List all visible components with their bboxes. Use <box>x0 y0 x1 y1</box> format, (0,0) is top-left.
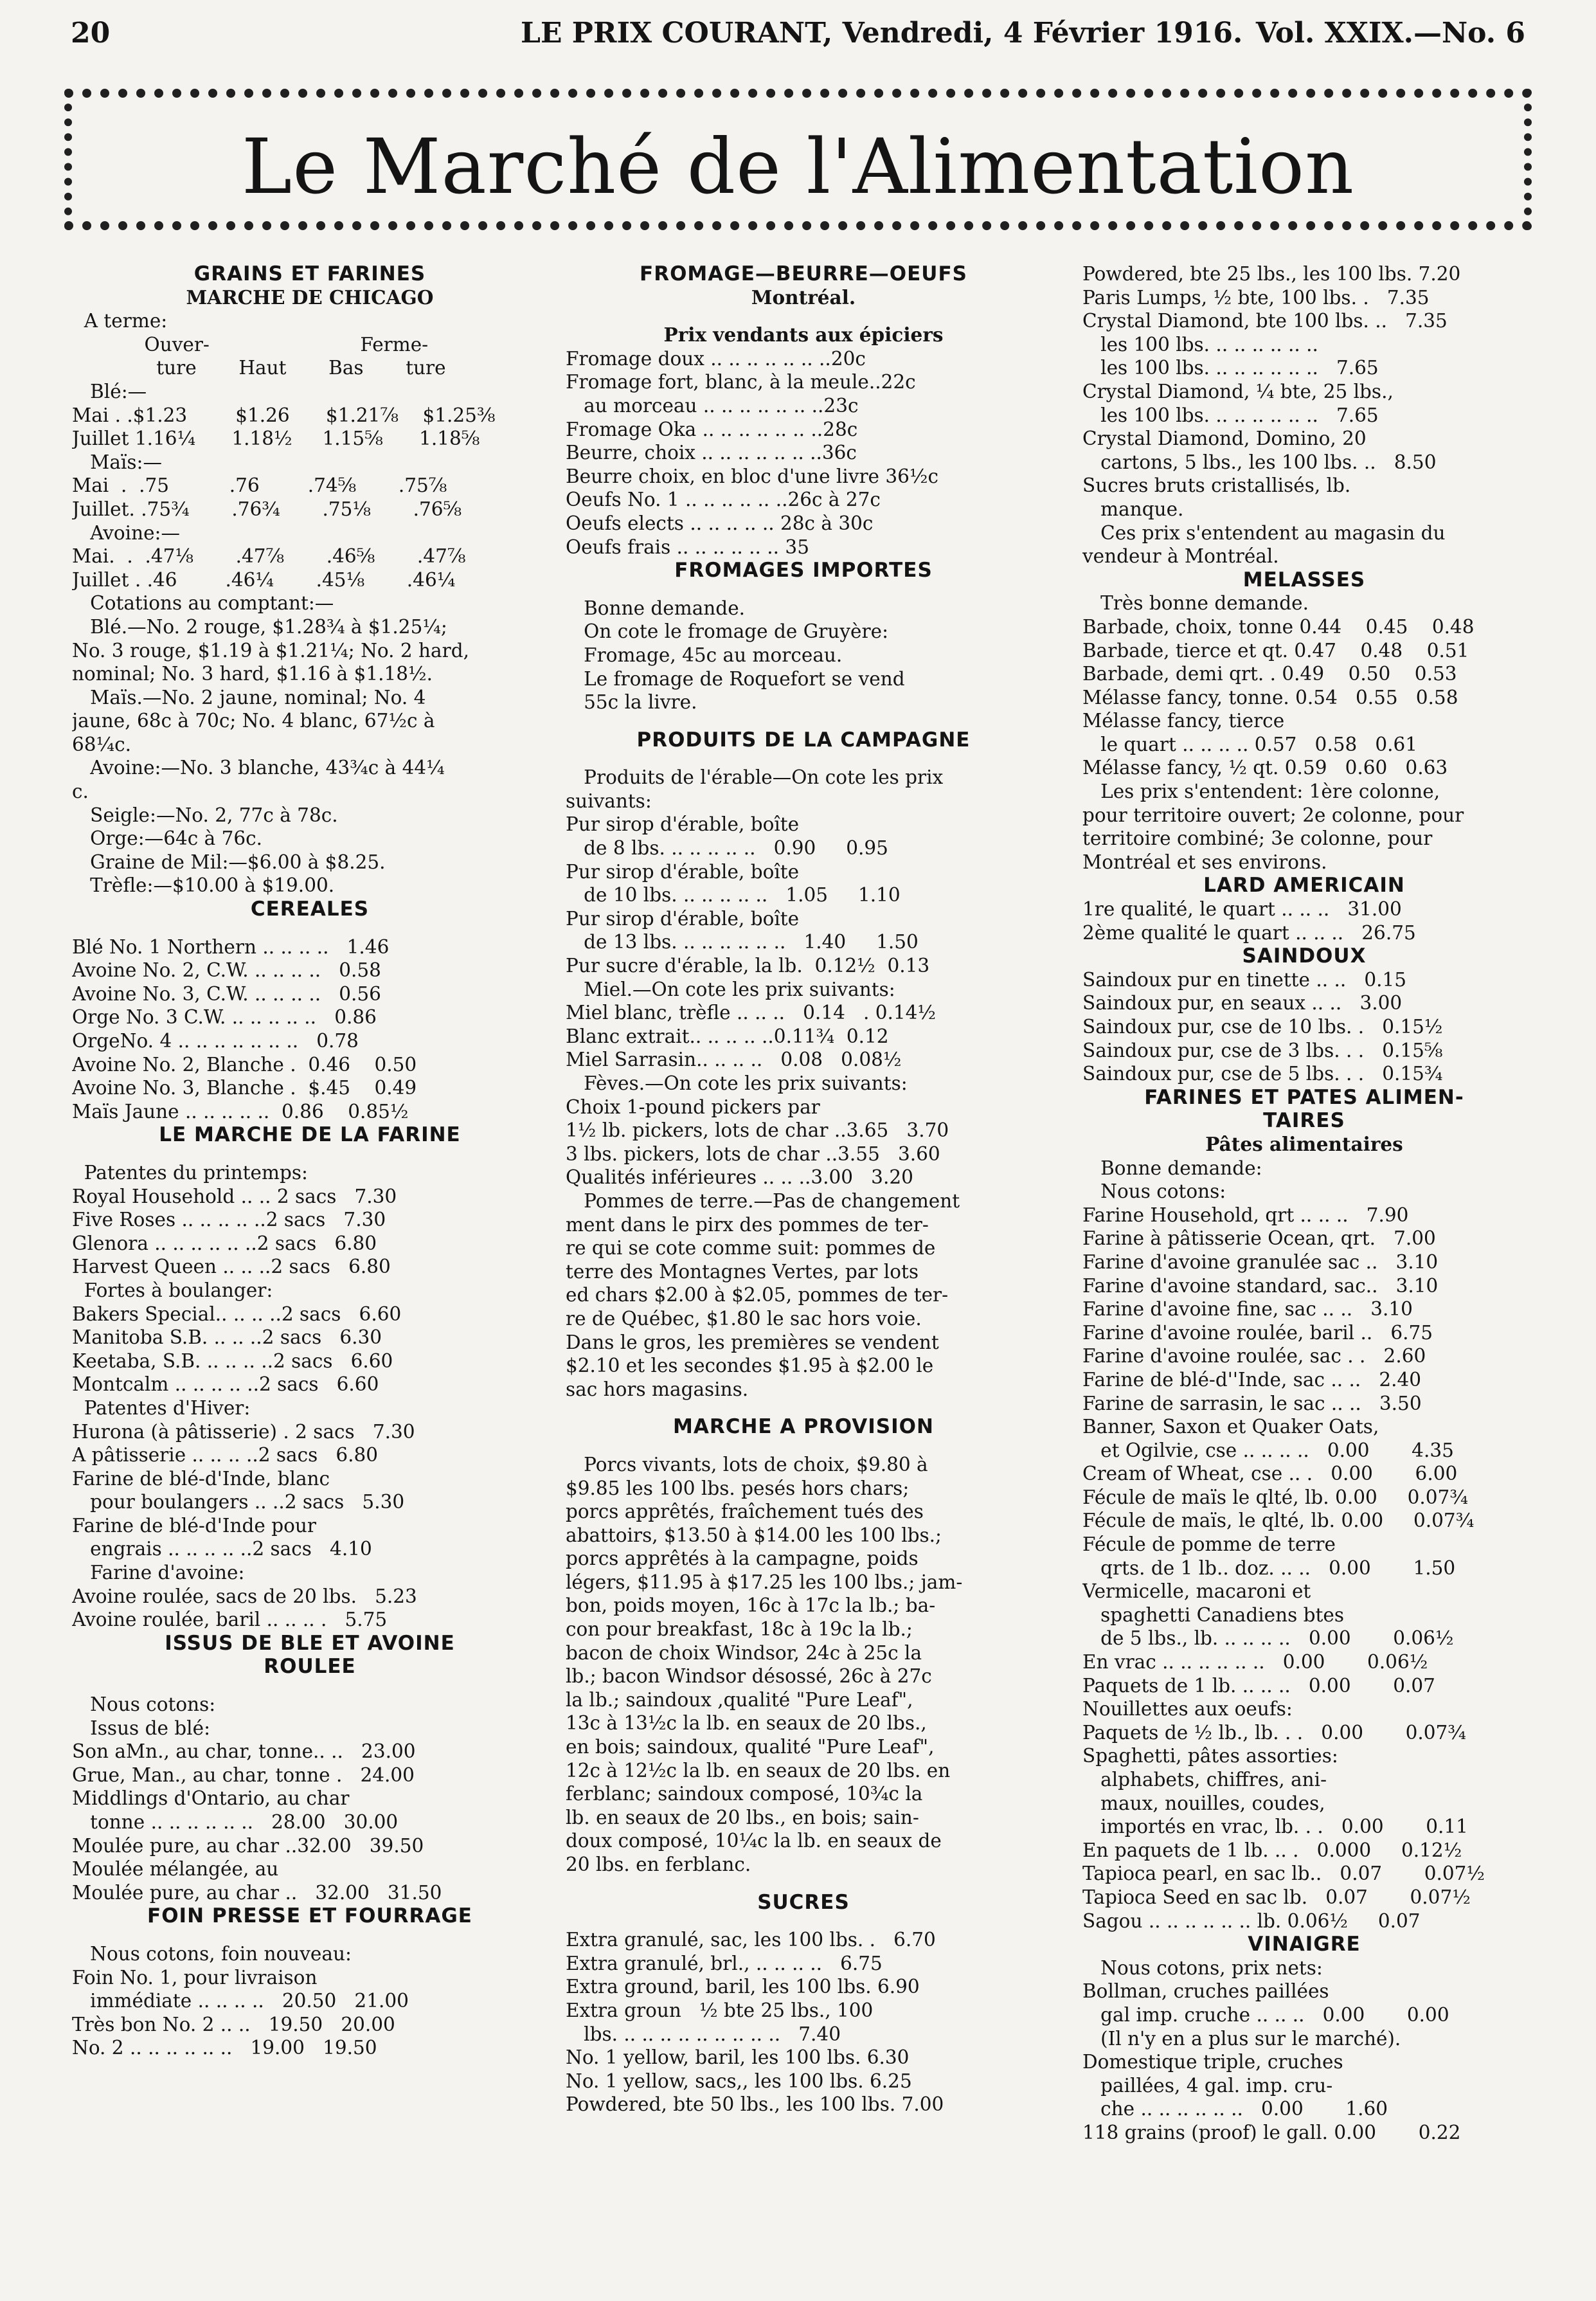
price-line: che .. .. .. .. .. .. 0.00 1.60 <box>1082 2098 1388 2120</box>
price-line: Spaghetti, pâtes assorties: <box>1082 1745 1338 1767</box>
price-line: En vrac .. .. .. .. .. .. 0.00 0.06½ <box>1082 1651 1428 1674</box>
price-line: 3 lbs. pickers, lots de char ..3.55 3.60 <box>566 1142 940 1165</box>
price-line: Mai. . .47⅛ .47⅞ .46⅝ .47⅞ <box>72 545 466 568</box>
price-line: (Il n'y en a plus sur le marché). <box>1082 2027 1401 2050</box>
column-left <box>72 262 548 2281</box>
spacer <box>566 1877 1041 1891</box>
price-line: la lb.; saindoux ,qualité "Pure Leaf", <box>566 1688 913 1711</box>
price-line: Crystal Diamond, Domino, 20 <box>1082 428 1367 450</box>
price-line: Farine d'avoine roulée, sac . . 2.60 <box>1082 1345 1426 1367</box>
section-heading: FARINES ET PATES ALIMEN- <box>1144 1085 1464 1109</box>
price-line: Beurre, choix .. .. .. .. .. .. ..36c <box>566 442 857 464</box>
price-line: con pour breakfast, 18c à 19c la lb.; <box>566 1618 913 1641</box>
price-line: Farine d'avoine: <box>72 1562 245 1584</box>
volume-number: Vol. XXIX.—No. 6 <box>1255 17 1525 50</box>
price-line: Royal Household .. .. 2 sacs 7.30 <box>72 1185 397 1207</box>
price-line: Extra granulé, brl., .. .. .. .. 6.75 <box>566 1952 883 1974</box>
price-line: Blé.—No. 2 rouge, $1.28¾ à $1.25¼; <box>72 615 447 638</box>
price-line: Five Roses .. .. .. .. ..2 sacs 7.30 <box>72 1209 386 1231</box>
price-line: Farine d'avoine standard, sac.. 3.10 <box>1082 1274 1439 1297</box>
price-line: $2.10 et les secondes $1.95 à $2.00 le <box>566 1355 934 1377</box>
price-line: importés en vrac, lb. . . 0.00 0.11 <box>1082 1816 1468 1838</box>
section-subheading: Montréal. <box>751 285 856 309</box>
price-line: Saindoux pur, cse de 5 lbs. . . 0.15¾ <box>1082 1063 1443 1085</box>
price-line: 20 lbs. en ferblanc. <box>566 1854 751 1875</box>
price-line: qrts. de 1 lb.. doz. .. .. 0.00 1.50 <box>1082 1557 1456 1579</box>
section-heading: VINAIGRE <box>1248 1933 1361 1956</box>
price-line: Juillet . .46 .46¼ .45⅛ .46¼ <box>72 568 456 591</box>
price-line: Glenora .. .. .. .. .. ..2 sacs 6.80 <box>72 1232 377 1254</box>
price-line: Paquets de ½ lb., lb. . . 0.00 0.07¾ <box>1082 1721 1466 1744</box>
section-subheading: MARCHE DE CHICAGO <box>186 285 434 309</box>
price-line: Saindoux pur, cse de 10 lbs. . 0.15½ <box>1082 1016 1443 1038</box>
section-heading: MELASSES <box>1242 568 1366 591</box>
price-line: 12c à 12½c la lb. en seaux de 20 lbs. en <box>566 1759 951 1782</box>
price-line: Montréal et ses environs. <box>1082 851 1327 873</box>
price-line: En paquets de 1 lb. .. . 0.000 0.12½ <box>1082 1839 1462 1861</box>
price-line: Juillet. .75¾ .76¾ .75⅛ .76⅝ <box>72 498 462 520</box>
price-line: Fromage, 45c au morceau. <box>566 644 843 666</box>
spacer <box>566 582 1041 597</box>
price-line: Cream of Wheat, cse .. . 0.00 6.00 <box>1082 1463 1458 1485</box>
price-line: Oeufs No. 1 .. .. .. .. .. ..26c à 27c <box>566 489 881 511</box>
price-line: les 100 lbs. .. .. .. .. .. .. 7.65 <box>1082 357 1379 379</box>
price-line: $9.85 les 100 lbs. pesés hors chars; <box>566 1477 910 1499</box>
price-line: Avoine roulée, sacs de 20 lbs. 5.23 <box>72 1585 417 1607</box>
price-line: Mélasse fancy, ½ qt. 0.59 0.60 0.63 <box>1082 757 1448 779</box>
publication-date-line: LE PRIX COURANT, Vendredi, 4 Février 1916. <box>521 17 1243 50</box>
price-line: Farine d'avoine fine, sac .. .. 3.10 <box>1082 1298 1413 1321</box>
column-middle <box>566 262 1041 2281</box>
price-line: Domestique triple, cruches <box>1082 2051 1343 2073</box>
section-heading: LARD AMERICAIN <box>1203 874 1405 898</box>
price-line: Sagou .. .. .. .. .. .. lb. 0.06½ 0.07 <box>1082 1909 1421 1932</box>
price-line: Issus de blé: <box>72 1717 211 1739</box>
price-line: Vermicelle, macaroni et <box>1082 1580 1311 1603</box>
price-line: Barbade, demi qrt. . 0.49 0.50 0.53 <box>1082 663 1457 685</box>
section-heading: TAIRES <box>1263 1109 1345 1133</box>
price-line: Porcs vivants, lots de choix, $9.80 à <box>566 1453 928 1475</box>
price-line: Paquets de 1 lb. .. .. .. 0.00 0.07 <box>1082 1674 1435 1697</box>
price-line: Dans le gros, les premières se vendent <box>566 1331 939 1353</box>
price-line: Trèfle:—$10.00 à $19.00. <box>72 874 335 897</box>
section-banner <box>64 89 1532 230</box>
section-heading: FROMAGE—BEURRE—OEUFS <box>640 262 967 285</box>
price-line: Montcalm .. .. .. .. ..2 sacs 6.60 <box>72 1373 379 1396</box>
price-line: Moulée mélangée, au <box>72 1858 279 1881</box>
price-line: Mélasse fancy, tonne. 0.54 0.55 0.58 <box>1082 686 1458 708</box>
price-line: territoire combiné; 3e colonne, pour <box>1082 827 1433 850</box>
price-line: Fécule de maïs le qlté, lb. 0.00 0.07¾ <box>1082 1486 1468 1508</box>
price-line: 68¼c. <box>72 733 132 755</box>
section-heading: SAINDOUX <box>1242 944 1367 968</box>
price-line: Qualités inférieures .. .. ..3.00 3.20 <box>566 1166 913 1189</box>
price-line: Banner, Saxon et Quaker Oats, <box>1082 1416 1379 1438</box>
price-line: Nous cotons: <box>72 1693 216 1716</box>
price-line: bacon de choix Windsor, 24c à 25c la <box>566 1641 922 1664</box>
price-line: Barbade, choix, tonne 0.44 0.45 0.48 <box>1082 615 1475 638</box>
price-line: Miel blanc, trèfle .. .. .. 0.14 . 0.14½ <box>566 1002 937 1024</box>
price-line: Ouver- Ferme- <box>72 333 429 356</box>
price-line: Orge No. 3 C.W. .. .. .. .. .. 0.86 <box>72 1006 377 1029</box>
price-line: Farine de sarrasin, le sac .. .. 3.50 <box>1082 1392 1422 1414</box>
price-line: au morceau .. .. .. .. .. .. ..23c <box>566 394 859 417</box>
price-line: A terme: <box>72 310 168 332</box>
price-line: On cote le fromage de Gruyère: <box>566 620 889 643</box>
price-line: Blanc extrait.. .. .. .. ..0.11¾ 0.12 <box>566 1025 889 1047</box>
section-heading: ISSUS DE BLE ET AVOINE <box>165 1631 455 1655</box>
price-line: Tapioca Seed en sac lb. 0.07 0.07½ <box>1082 1886 1471 1908</box>
price-line: Farine de blé-d''Inde, sac .. .. 2.40 <box>1082 1368 1422 1391</box>
price-line: Fromage fort, blanc, à la meule..22c <box>566 371 916 393</box>
price-line: Crystal Diamond, bte 100 lbs. .. 7.35 <box>1082 310 1448 332</box>
price-line: 2ème qualité le quart .. .. .. 26.75 <box>1082 921 1416 944</box>
price-line: Farine de blé-d'Inde pour <box>72 1514 316 1537</box>
price-line: vendeur à Montréal. <box>1082 545 1279 568</box>
price-line: doux composé, 10¼c la lb. en seaux de <box>566 1830 942 1852</box>
price-line: Farine d'avoine granulée sac .. 3.10 <box>1082 1250 1439 1273</box>
price-line: Avoine No. 2, Blanche . 0.46 0.50 <box>72 1053 417 1076</box>
section-heading: FROMAGES IMPORTES <box>674 559 933 582</box>
price-line: Fécule de pomme de terre <box>1082 1533 1336 1556</box>
price-line: Cotations au comptant:— <box>72 592 334 615</box>
price-line: Saindoux pur, en seaux .. .. 3.00 <box>1082 992 1403 1015</box>
price-line: Powdered, bte 50 lbs., les 100 lbs. 7.00 <box>566 2093 944 2116</box>
price-line: Bakers Special.. .. .. ..2 sacs 6.60 <box>72 1303 402 1325</box>
price-line: Son aMn., au char, tonne.. .. 23.00 <box>72 1740 416 1763</box>
price-line: Paris Lumps, ½ bte, 100 lbs. . 7.35 <box>1082 286 1430 309</box>
spacer <box>566 309 1041 323</box>
section-subheading: Pâtes alimentaires <box>1205 1132 1403 1155</box>
price-line: les 100 lbs. .. .. .. .. .. .. 7.65 <box>1082 404 1379 426</box>
spacer <box>566 752 1041 766</box>
price-line: Crystal Diamond, ¼ bte, 25 lbs., <box>1082 380 1394 402</box>
price-line: No. 2 .. .. .. .. .. .. 19.00 19.50 <box>72 2037 377 2059</box>
section-subheading: Prix vendants aux épiciers <box>663 323 944 347</box>
spacer <box>566 1914 1041 1928</box>
price-line: lb.; bacon Windsor désossé, 26c à 27c <box>566 1665 932 1688</box>
price-line: Seigle:—No. 2, 77c à 78c. <box>72 804 338 826</box>
price-line: Keetaba, S.B. .. .. .. ..2 sacs 6.60 <box>72 1349 393 1372</box>
price-line: Patentes du printemps: <box>72 1161 308 1184</box>
price-line: cartons, 5 lbs., les 100 lbs. .. 8.50 <box>1082 451 1437 473</box>
price-line: 1½ lb. pickers, lots de char ..3.65 3.70 <box>566 1119 949 1142</box>
price-line: Blé No. 1 Northern .. .. .. .. 1.46 <box>72 935 390 958</box>
price-line: Grue, Man., au char, tonne . 24.00 <box>72 1764 415 1786</box>
price-line: Choix 1-pound pickers par <box>566 1096 820 1118</box>
spacer <box>72 1679 548 1693</box>
price-line: ment dans le pirx des pommes de ter- <box>566 1213 929 1236</box>
section-heading: GRAINS ET FARINES <box>193 262 426 285</box>
price-line: le quart .. .. .. .. 0.57 0.58 0.61 <box>1082 733 1418 755</box>
price-line: Mélasse fancy, tierce <box>1082 710 1285 732</box>
price-line: Les prix s'entendent: 1ère colonne, <box>1082 781 1440 803</box>
price-line: gal imp. cruche .. .. .. 0.00 0.00 <box>1082 2003 1449 2026</box>
price-line: OrgeNo. 4 .. .. .. .. .. .. .. 0.78 <box>72 1030 359 1052</box>
price-line: Mai . .75 .76 .74⅝ .75⅞ <box>72 474 447 497</box>
spacer <box>72 921 548 935</box>
price-line: Pommes de terre.—Pas de changement <box>566 1189 960 1212</box>
price-line: No. 1 yellow, sacs,, les 100 lbs. 6.25 <box>566 2070 912 2092</box>
price-line: Produits de l'érable—On cote les prix <box>566 766 944 789</box>
running-header <box>71 12 1525 57</box>
price-line: Maïs Jaune .. .. .. .. .. 0.86 0.85½ <box>72 1100 409 1123</box>
page-number: 20 <box>71 17 111 50</box>
price-line: lbs. .. .. .. .. .. .. .. .. .. 7.40 <box>566 2023 841 2045</box>
price-line: légers, $11.95 à $17.25 les 100 lbs.; jam- <box>566 1571 963 1593</box>
price-line: de 5 lbs., lb. .. .. .. .. 0.00 0.06½ <box>1082 1627 1454 1650</box>
price-line: 55c la livre. <box>566 691 697 714</box>
price-line: 13c à 13½c la lb. en seaux de 20 lbs., <box>566 1712 927 1735</box>
price-line: Avoine roulée, baril .. .. .. . 5.75 <box>72 1609 388 1631</box>
price-line: paillées, 4 gal. imp. cru- <box>1082 2074 1333 2097</box>
price-line: Nouillettes aux oeufs: <box>1082 1698 1293 1720</box>
price-line: Moulée pure, au char .. 32.00 31.50 <box>72 1881 442 1904</box>
price-line: Beurre choix, en bloc d'une livre 36½c <box>566 465 939 487</box>
price-line: Orge:—64c à 76c. <box>72 827 263 850</box>
price-line: Saindoux pur en tinette .. .. 0.15 <box>1082 968 1407 991</box>
price-line: ture Haut Bas ture <box>72 357 446 379</box>
price-line: Farine à pâtisserie Ocean, qrt. 7.00 <box>1082 1227 1436 1250</box>
spacer <box>72 1147 548 1161</box>
price-line: Miel.—On cote les prix suivants: <box>566 978 895 1000</box>
price-line: les 100 lbs. .. .. .. .. .. .. <box>1082 333 1318 356</box>
price-line: Pur sirop d'érable, boîte <box>566 860 800 883</box>
price-line: Le fromage de Roquefort se vend <box>566 667 905 690</box>
price-line: Fécule de maïs, le qlté, lb. 0.00 0.07¾ <box>1082 1510 1475 1532</box>
price-line: maux, nouilles, coudes, <box>1082 1792 1325 1814</box>
section-heading: MARCHE A PROVISION <box>673 1415 934 1439</box>
price-line: Manitoba S.B. .. .. ..2 sacs 6.30 <box>72 1326 382 1349</box>
price-line: nominal; No. 3 hard, $1.16 à $1.18½. <box>72 663 433 685</box>
price-line: porcs apprêtés à la campagne, poids <box>566 1548 919 1570</box>
price-line: Avoine:—No. 3 blanche, 43¾c à 44¼ <box>72 757 445 779</box>
price-line: et Ogilvie, cse .. .. .. .. 0.00 4.35 <box>1082 1439 1454 1461</box>
price-line: Extra granulé, sac, les 100 lbs. . 6.70 <box>566 1929 936 1951</box>
section-heading: FOIN PRESSE ET FOURRAGE <box>147 1904 472 1928</box>
price-line: Fromage doux .. .. .. .. .. .. ..20c <box>566 347 866 370</box>
price-line: Fèves.—On cote les prix suivants: <box>566 1072 908 1094</box>
price-line: Powdered, bte 25 lbs., les 100 lbs. 7.20 <box>1082 263 1461 285</box>
price-line: Fromage Oka .. .. .. .. .. .. ..28c <box>566 418 858 440</box>
price-line: ferblanc; saindoux composé, 10¾c la <box>566 1783 923 1805</box>
price-line: Très bon No. 2 .. .. 19.50 20.00 <box>72 2013 395 2035</box>
price-line: Bollman, cruches paillées <box>1082 1980 1329 2003</box>
price-line: Nous cotons, foin nouveau: <box>72 1942 352 1965</box>
price-line: Pur sucre d'érable, la lb. 0.12½ 0.13 <box>566 955 930 977</box>
price-line: Pur sirop d'érable, boîte <box>566 907 800 930</box>
price-line: No. 1 yellow, baril, les 100 lbs. 6.30 <box>566 2046 910 2069</box>
price-line: terre des Montagnes Vertes, par lots <box>566 1260 919 1283</box>
price-line: alphabets, chiffres, ani- <box>1082 1769 1327 1791</box>
price-line: Pur sirop d'érable, boîte <box>566 813 800 836</box>
price-line: Extra groun ½ bte 25 lbs., 100 <box>566 1999 874 2021</box>
spacer <box>566 714 1041 728</box>
section-heading: LE MARCHE DE LA FARINE <box>159 1123 461 1147</box>
price-line: No. 3 rouge, $1.19 à $1.21¼; No. 2 hard, <box>72 639 469 662</box>
price-line: Miel Sarrasin.. .. .. .. 0.08 0.08½ <box>566 1049 902 1071</box>
price-line: jaune, 68c à 70c; No. 4 blanc, 67½c à <box>72 710 435 732</box>
price-line: manque. <box>1082 498 1184 520</box>
price-line: re qui se cote comme suit: pommes de <box>566 1237 936 1259</box>
section-heading: SUCRES <box>757 1890 850 1914</box>
price-line: Mai . .$1.23 $1.26 $1.21⅞ $1.25⅜ <box>72 404 496 426</box>
price-line: pour boulangers .. ..2 sacs 5.30 <box>72 1491 405 1513</box>
price-line: de 10 lbs. .. .. .. .. .. 1.05 1.10 <box>566 884 901 907</box>
price-line: Graine de Mil:—$6.00 à $8.25. <box>72 851 386 873</box>
price-line: porcs apprêtés, fraîchement tués des <box>566 1501 924 1523</box>
price-line: de 13 lbs. .. .. .. .. .. .. 1.40 1.50 <box>566 931 919 953</box>
price-line: Hurona (à pâtisserie) . 2 sacs 7.30 <box>72 1420 415 1443</box>
price-line: Maïs:— <box>72 451 162 473</box>
price-line: pour territoire ouvert; 2e colonne, pour <box>1082 804 1464 826</box>
price-line: lb. en seaux de 20 lbs., en bois; sain- <box>566 1806 919 1828</box>
price-line: de 8 lbs. .. .. .. .. .. 0.90 0.95 <box>566 837 888 860</box>
section-heading: PRODUITS DE LA CAMPAGNE <box>636 728 971 752</box>
price-line: Saindoux pur, cse de 3 lbs. . . 0.15⅝ <box>1082 1039 1443 1061</box>
price-line: Sucres bruts cristallisés, lb. <box>1082 474 1351 497</box>
price-line: Ces prix s'entendent au magasin du <box>1082 521 1446 544</box>
column-right <box>1082 262 1526 2281</box>
price-line: Tapioca pearl, en sac lb.. 0.07 0.07½ <box>1082 1863 1485 1885</box>
price-line: Maïs.—No. 2 jaune, nominal; No. 4 <box>72 686 426 708</box>
price-line: Extra ground, baril, les 100 lbs. 6.90 <box>566 1976 920 1998</box>
price-line: 118 grains (proof) le gall. 0.00 0.22 <box>1082 2121 1461 2143</box>
spacer <box>566 1401 1041 1415</box>
price-line: sac hors magasins. <box>566 1378 749 1400</box>
price-line: Blé:— <box>72 380 147 402</box>
price-line: Avoine No. 3, Blanche . $.45 0.49 <box>72 1077 417 1099</box>
price-line: Harvest Queen .. .. ..2 sacs 6.80 <box>72 1256 391 1278</box>
price-line: Patentes d'Hiver: <box>72 1396 251 1419</box>
price-line: Avoine No. 2, C.W. .. .. .. .. 0.58 <box>72 959 381 982</box>
price-line: bon, poids moyen, 16c à 17c la lb.; ba- <box>566 1594 936 1617</box>
price-line: Farine de blé-d'Inde, blanc <box>72 1467 330 1490</box>
price-line: 1re qualité, le quart .. .. .. 31.00 <box>1082 898 1402 921</box>
price-line: Fortes à boulanger: <box>72 1279 273 1301</box>
price-line: A pâtisserie .. .. .. ..2 sacs 6.80 <box>72 1444 379 1466</box>
price-line: Oeufs frais .. .. .. .. .. .. 35 <box>566 536 809 558</box>
price-line: Juillet 1.16¼ 1.18½ 1.15⅝ 1.18⅝ <box>72 428 480 450</box>
price-line: ed chars $2.00 à $2.05, pommes de ter- <box>566 1284 949 1306</box>
price-line: Middlings d'Ontario, au char <box>72 1787 350 1810</box>
section-heading: CEREALES <box>250 898 370 921</box>
price-line: Bonne demande. <box>566 597 746 619</box>
price-line: Farine Household, qrt .. .. .. 7.90 <box>1082 1204 1409 1226</box>
price-line: Oeufs elects .. .. .. .. .. 28c à 30c <box>566 512 874 534</box>
section-heading: ROULEE <box>264 1655 356 1679</box>
section-title: Le Marché de l'Alimentation <box>241 122 1355 211</box>
price-line: Très bonne demande. <box>1082 592 1309 615</box>
price-line: Barbade, tierce et qt. 0.47 0.48 0.51 <box>1082 639 1469 662</box>
price-line: Moulée pure, au char ..32.00 39.50 <box>72 1834 424 1857</box>
price-line: en bois; saindoux, qualité "Pure Leaf", <box>566 1736 935 1758</box>
price-line: immédiate .. .. .. .. 20.50 21.00 <box>72 1990 409 2012</box>
price-line: Nous cotons, prix nets: <box>1082 1956 1323 1979</box>
spacer <box>566 1439 1041 1453</box>
price-line: tonne .. .. .. .. .. .. 28.00 30.00 <box>72 1811 399 1833</box>
price-line: Avoine No. 3, C.W. .. .. .. .. 0.56 <box>72 982 381 1005</box>
price-line: engrais .. .. .. .. ..2 sacs 4.10 <box>72 1538 372 1560</box>
price-line: Farine d'avoine roulée, baril .. 6.75 <box>1082 1321 1433 1344</box>
spacer <box>72 1928 548 1942</box>
price-line: Foin No. 1, pour livraison <box>72 1966 318 1989</box>
price-line: Bonne demande: <box>1082 1157 1262 1179</box>
price-line: suivants: <box>566 790 652 812</box>
price-line: c. <box>72 781 89 803</box>
price-line: abattoirs, $13.50 à $14.00 les 100 lbs.; <box>566 1524 942 1546</box>
price-line: Avoine:— <box>72 521 180 544</box>
price-line: Nous cotons: <box>1082 1180 1226 1203</box>
price-line: spaghetti Canadiens btes <box>1082 1603 1344 1626</box>
price-line: re de Québec, $1.80 le sac hors voie. <box>566 1307 922 1330</box>
